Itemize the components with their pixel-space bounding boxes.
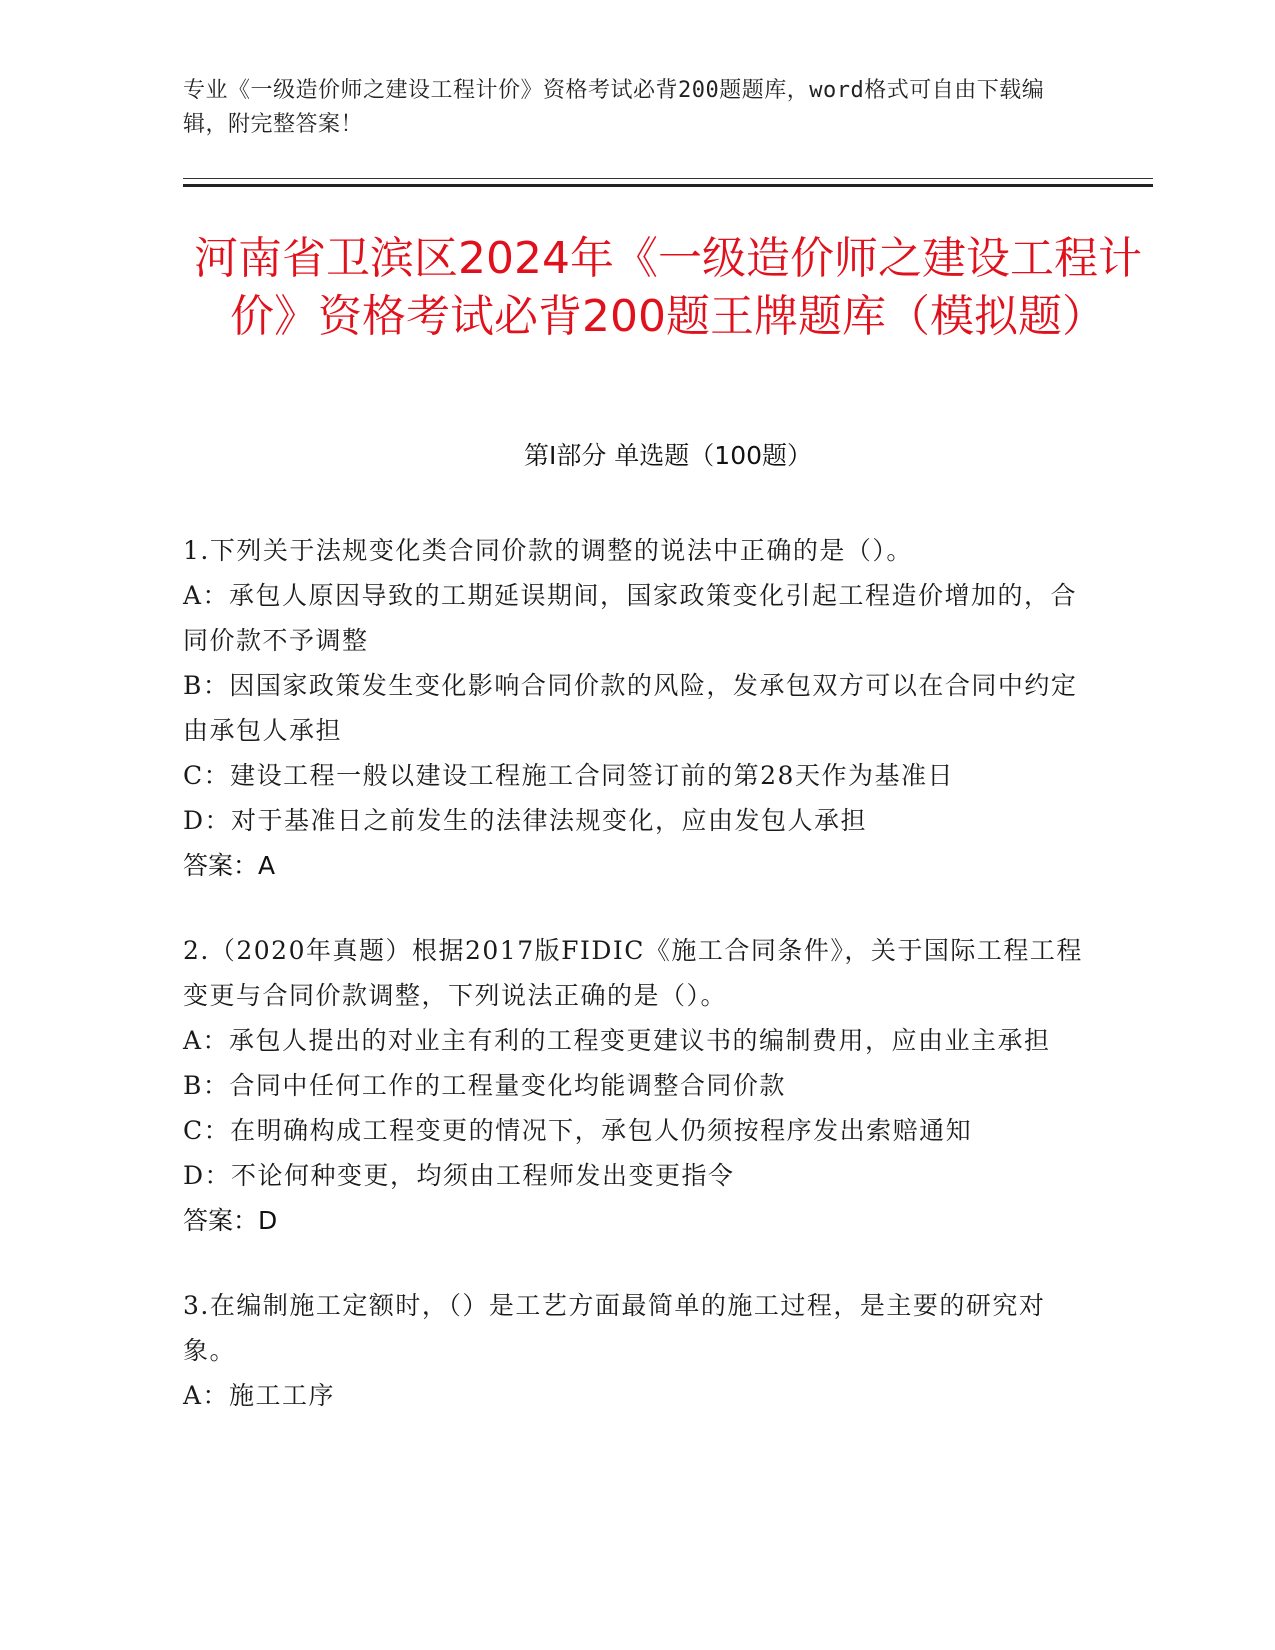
section-title: 第Ⅰ部分 单选题（100题）: [523, 441, 813, 470]
header-divider-thick: [183, 184, 1153, 187]
option-a: A：承包人提出的对业主有利的工程变更建议书的编制费用，应由业主承担: [183, 1026, 1051, 1055]
option-a: A：施工工序: [183, 1381, 336, 1410]
header-note: 专业《一级造价师之建设工程计价》资格考试必背200题题库，word格式可自由下载编辑，附完整答案！: [183, 78, 1045, 137]
option-d: D：不论何种变更，均须由工程师发出变更指令: [183, 1161, 735, 1190]
option-a: A：承包人原因导致的工期延误期间，国家政策变化引起工程造价增加的，合同价款不予调整: [183, 581, 1078, 655]
question-2: [183, 928, 1083, 1243]
question-3: [183, 1283, 1083, 1418]
question-1: [183, 528, 1083, 888]
question-list: [183, 528, 1083, 1458]
answer-line: 答案：D: [183, 1206, 278, 1235]
option-b: B：合同中任何工作的工程量变化均能调整合同价款: [183, 1071, 786, 1100]
question-stem: 1.下列关于法规变化类合同价款的调整的说法中正确的是（）。: [183, 536, 913, 565]
header-divider-thin: [183, 178, 1153, 179]
option-c: C：建设工程一般以建设工程施工合同签订前的第28天作为基准日: [183, 761, 954, 790]
option-b: B：因国家政策发生变化影响合同价款的风险，发承包双方可以在合同中约定由承包人承担: [183, 671, 1078, 745]
answer-line: 答案：A: [183, 851, 276, 880]
document-title: 河南省卫滨区2024年《一级造价师之建设工程计价》资格考试必背200题王牌题库（模拟题）: [194, 233, 1142, 342]
question-stem: 3.在编制施工定额时，（）是工艺方面最简单的施工过程，是主要的研究对象。: [183, 1291, 1046, 1365]
question-stem: 2.（2020年真题）根据2017版FIDIC《施工合同条件》，关于国际工程工程变更与合同价款调整，下列说法正确的是（）。: [183, 936, 1083, 1010]
option-d: D：对于基准日之前发生的法律法规变化，应由发包人承担: [183, 806, 868, 835]
option-c: C：在明确构成工程变更的情况下，承包人仍须按程序发出索赔通知: [183, 1116, 973, 1145]
